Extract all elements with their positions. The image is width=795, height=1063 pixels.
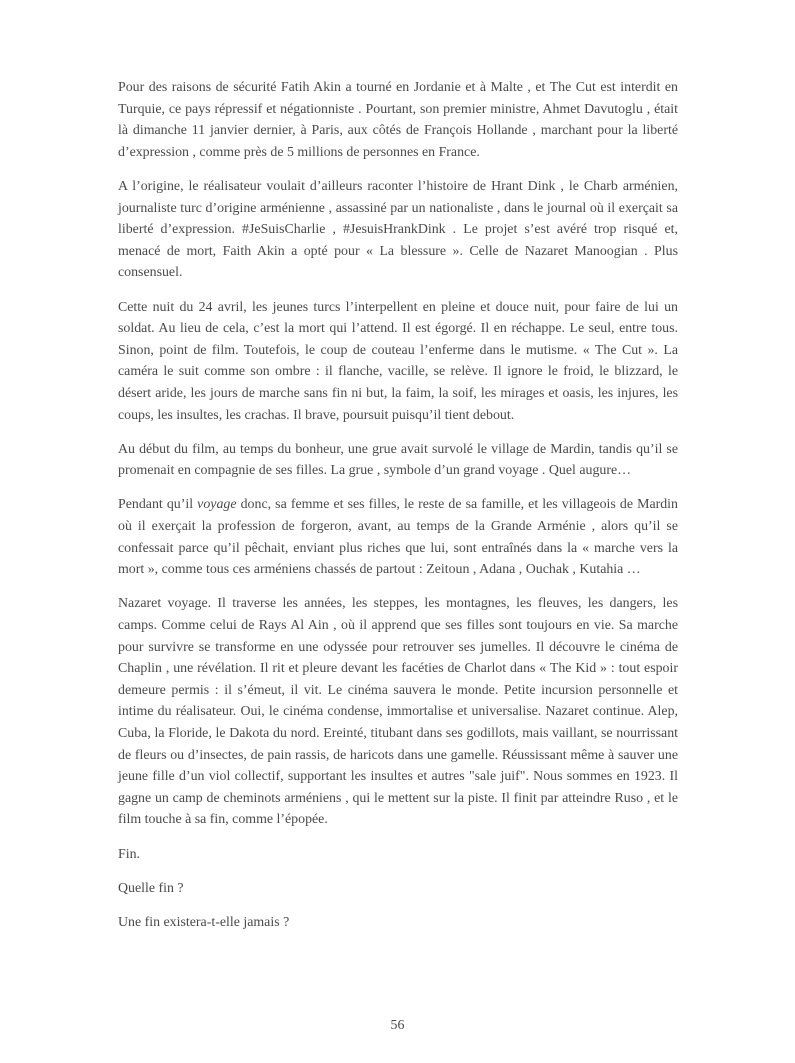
paragraph-5 (118, 494, 678, 580)
closing-line-3: Une fin existera-t-elle jamais ? (118, 914, 290, 930)
page-number: 56 (390, 1018, 405, 1033)
document-page (118, 77, 678, 946)
paragraph-1: Pour des raisons de sécurité Fatih Akin a tourné en Jordanie et à Malte , et The Cut est interdit en Turquie, ce pays répressif et négationniste . Pourtant, son premier ministre, Ahmet Davutoglu , était là dimanche 11 janvier dernier, à Paris, aux côtés de François Hollande , marchant pour la liberté d’expression , comme près de 5 millions de personnes en France. (118, 80, 678, 160)
paragraph-4: Au début du film, au temps du bonheur, une grue avait survolé le village de Mardin, tandis qu’il se promenait en compagnie de ses filles. La grue , symbole d’un grand voyage . Quel augure… (118, 441, 678, 479)
closing-line-2: Quelle fin ? (118, 880, 184, 896)
paragraph-5-rest: donc, sa femme et ses filles, le reste de sa famille, et les villageois de Mardin où il exerçait la profession de forgeron, avant, au temps de la Grande Arménie , alors qu’il se confessait parce qu’il pêchait, enviant plus riches que lui, sont entraînés dans la « marche vers la mort », comme tous ces arméniens chassés de partout : Zeitoun , Adana , Ouchak , Kutahia … (118, 497, 678, 578)
paragraph-2: A l’origine, le réalisateur voulait d’ailleurs raconter l’histoire de Hrant Dink , le Charb arménien, journaliste turc d’origine arménienne , assassiné par un nationaliste , dans le journal où il exerçait sa liberté d’expression. #JeSuisCharlie , #JesuisHrankDink . Le projet s’est avéré trop risqué et, menacé de mort, Faith Akin a opté pour « La blessure ». Celle de Nazaret Manoogian . Plus consensuel. (118, 178, 678, 281)
paragraph-5-start: Pendant qu’il (118, 497, 198, 513)
paragraph-6: Nazaret voyage. Il traverse les années, les steppes, les montagnes, les fleuves, les dangers, les camps. Comme celui de Rays Al Ain , où il apprend que ses filles sont toujours en vie. Sa marche pour survivre se transforme en une odyssée pour retrouver ses jumelles. Il découvre le cinéma de Chaplin , une révélation. Il rit et pleure devant les facéties de Charlot dans « The Kid » : tout espoir demeure permis : il s’émeut, il vit. Le cinéma sauvera le monde. Petite incursion personnelle et intime du réalisateur. Oui, le cinéma condense, immortalise et universalise. Nazaret continue. Alep, Cuba, la Floride, le Dakota du nord. Ereinté, titubant dans ses godillots, mais vaillant, se nourrissant de fleurs ou d’insectes, de pain rassis, de haricots dans une gamelle. Réussissant même à sauver une jeune fille d’un viol collectif, supportant les insultes et autres "sale juif". Nous sommes en 1923. Il gagne un camp de cheminots arméniens , qui le mettent sur la piste. Il finit par atteindre Ruso , et le film touche à sa fin, comme l’épopée. (118, 596, 678, 828)
paragraph-3: Cette nuit du 24 avril, les jeunes turcs l’interpellent en pleine et douce nuit, pour faire de lui un soldat. Au lieu de cela, c’est la mort qui l’attend. Il est égorgé. Il en réchappe. Le seul, entre tous. Sinon, point de film. Toutefois, le coup de couteau l’enferme dans le mutisme. « The Cut ». La caméra le suit comme son ombre : il flanche, vacille, se relève. Il ignore le froid, le blizzard, le désert aride, les jours de marche sans fin ni but, la faim, la soif, les mirages et oasis, les injures, les coups, les insultes, les crachas. Il brave, poursuit puisqu’il tient debout. (118, 299, 678, 423)
paragraph-5-italic-word: voyage (197, 497, 237, 513)
closing-line-1: Fin. (118, 846, 141, 862)
